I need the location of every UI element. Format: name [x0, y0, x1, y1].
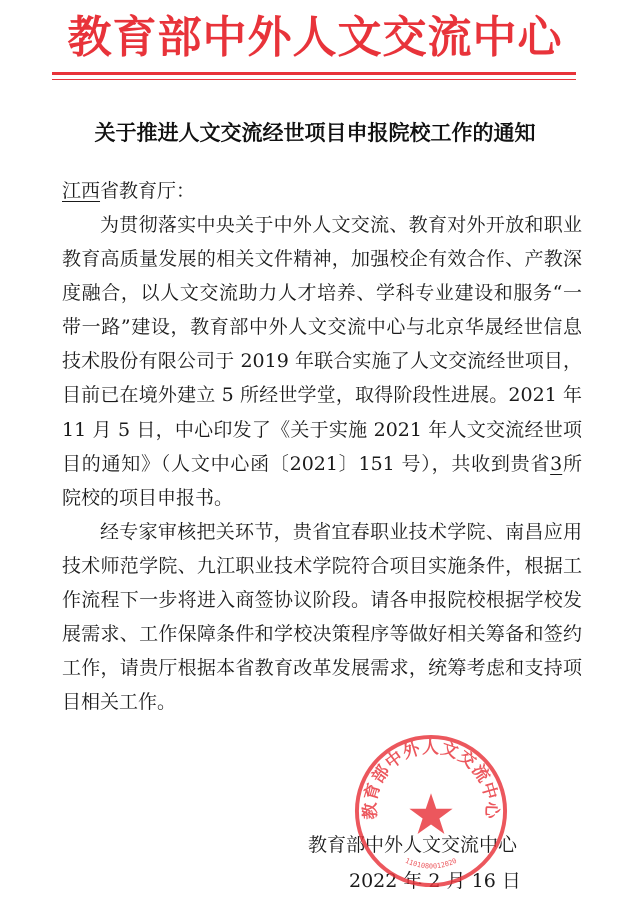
- letterhead-rule-thick: [52, 72, 576, 75]
- paragraph-2: 经专家审核把关环节，贵省宜春职业技术学院、南昌应用技术师范学院、九江职业技术学院符合项目实施条件，根据工作流程下一步将进入商签协议阶段。请各申报院校根据学校发展需求、工作保障条件和学校决策程序等做好相关筹备和签约工作，请贵厅根据本省教育改革发展需求，统筹考虑和支持项目相关工作。: [62, 520, 582, 714]
- salutation: [62, 175, 195, 207]
- document-body: [62, 208, 582, 719]
- salutation-province: 江西: [62, 180, 101, 202]
- seal-serial: 1101080012020: [403, 856, 459, 871]
- letterhead-rule-thin: [52, 79, 576, 80]
- official-seal: [352, 732, 510, 890]
- seal-text: 教育部中外人文交流中心: [359, 736, 503, 820]
- document-title: 关于推进人文交流经世项目申报院校工作的通知: [94, 120, 536, 145]
- signature-date: 2022 年 2 月 16 日: [349, 870, 521, 892]
- letterhead-org-name: 教育部中外人文交流中心: [67, 12, 563, 63]
- paragraph-1-text-a: 为贯彻落实中央关于中外人文交流、教育对外开放和职业教育高质量发展的相关文件精神，加强校企有效合作、产教深度融合，以人文交流助力人才培养、学科专业建设和服务“一带一路”建设，教育部中外人文交流中心与北京华晟经世信息技术股份有限公司于 2019 年联合实施了人文交流经世项目，目前已在境外建立 5 所经世学堂，取得阶段性进展。2021 年 11 月 5 日，中心印发了《关于实施 2021 年人文交流经世项目的通知》（人文中心函〔2021〕151 号），共收到贵省: [62, 214, 582, 475]
- salutation-rest: 省教育厅：: [100, 180, 196, 202]
- paragraph-1: [62, 208, 582, 515]
- signature-org: 教育部中外人文交流中心: [308, 834, 518, 856]
- paragraph-1-count: 3: [550, 452, 563, 475]
- paragraph-1-text-b: 所院校的项目申报书。: [62, 452, 582, 509]
- seal-star-icon: [409, 793, 452, 834]
